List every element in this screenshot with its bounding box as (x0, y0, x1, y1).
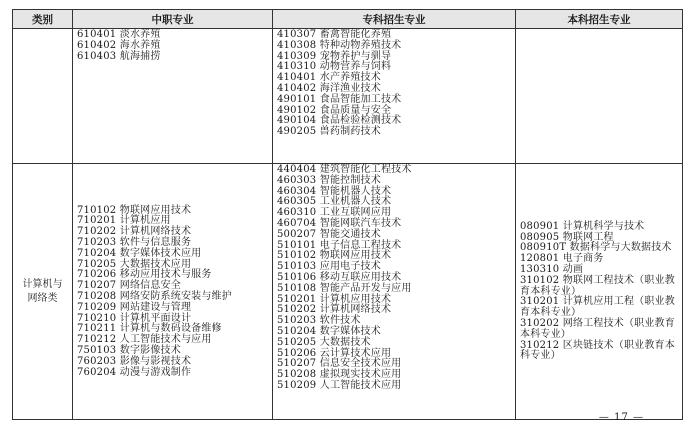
major-entry: 610401 淡水养殖 (77, 29, 161, 40)
major-entry: 410307 畜禽智能化养殖 (277, 29, 392, 40)
major-entry: 710208 网络安防系统安装与维护 (77, 291, 232, 302)
major-entry: 130310 动画 (520, 264, 584, 275)
major-entry: 710206 移动应用技术与服务 (77, 269, 212, 281)
major-entry: 710212 人工智能技术与应用 (77, 334, 212, 346)
major-entry: 080901 计算机科学与技术 (520, 220, 645, 232)
major-entry: 510205 大数据技术 (277, 336, 371, 348)
header-higher-vocational: 专科招生专业 (273, 10, 516, 29)
major-entry: 080910T 数据科学与大数据技术 (520, 242, 672, 254)
major-entry: 710201 计算机应用 (77, 215, 171, 227)
major-entry: 410310 动物营养与饲料 (277, 61, 392, 73)
table-row (13, 164, 683, 420)
major-entry: 490205 兽药制药技术 (277, 126, 381, 138)
major-entry: 710202 计算机网络技术 (77, 226, 192, 238)
major-table (12, 9, 683, 420)
table-header-row (13, 10, 683, 29)
table-row (13, 29, 683, 164)
major-entry: 490102 食品质量与安全 (277, 104, 392, 116)
major-entry: 440404 建筑智能化工程技术 (277, 164, 412, 175)
major-entry: 510203 软件技术 (277, 315, 361, 327)
major-entry: 710205 大数据技术应用 (77, 258, 192, 270)
major-entry: 410308 特种动物养殖技术 (277, 39, 402, 51)
major-entry: 510101 电子信息工程技术 (277, 239, 402, 251)
higher-vocational-cell (273, 164, 516, 420)
major-entry: 460704 智能网联汽车技术 (277, 217, 402, 229)
major-entry: 710210 计算机平面设计 (77, 312, 192, 324)
category-label: 计算机与网络类 (22, 278, 63, 304)
header-category: 类别 (13, 10, 73, 29)
major-entry: 510201 计算机应用技术 (277, 293, 392, 305)
major-entry: 510202 计算机网络技术 (277, 304, 392, 316)
major-entry: 490104 食品检验检测技术 (277, 115, 402, 127)
major-entry: 710207 网络信息安全 (77, 280, 181, 292)
header-undergraduate: 本科招生专业 (516, 10, 683, 29)
major-entry: 310201 计算机应用工程（职业教育本科专业） (520, 296, 675, 319)
vocational-cell (73, 29, 273, 164)
major-entry: 310212 区块链技术（职业教育本科专业） (520, 339, 675, 362)
major-entry: 510106 移动互联应用技术 (277, 271, 402, 283)
major-entry: 710211 计算机与数码设备维修 (77, 323, 222, 335)
major-entry: 460310 工业互联网应用 (277, 207, 392, 219)
undergraduate-cell (516, 164, 683, 420)
major-entry: 760204 动漫与游戏制作 (77, 366, 192, 378)
major-entry: 460303 智能控制技术 (277, 174, 381, 186)
page-number: — 17 — (598, 412, 644, 423)
major-entry: 510103 应用电子技术 (277, 261, 381, 273)
major-entry: 610403 航海捕捞 (77, 50, 161, 62)
major-entry: 510207 信息安全技术应用 (277, 358, 402, 370)
major-entry: 710209 网站建设与管理 (77, 301, 192, 313)
major-entry: 510108 智能产品开发与应用 (277, 282, 412, 294)
major-entry: 710102 物联网应用技术 (77, 204, 192, 216)
category-cell (13, 29, 73, 164)
major-entry: 410401 水产养殖技术 (277, 72, 381, 84)
major-entry: 510204 数字媒体技术 (277, 325, 381, 337)
major-entry: 710204 数字媒体技术应用 (77, 247, 202, 259)
major-entry: 080905 物联网工程 (520, 231, 614, 243)
major-entry: 750103 数字影像技术 (77, 344, 181, 356)
major-entry: 710203 软件与信息服务 (77, 237, 192, 249)
major-entry: 310102 物联网工程技术（职业教育本科专业） (520, 274, 675, 297)
major-entry: 120801 电子商务 (520, 253, 604, 265)
higher-vocational-cell (273, 29, 516, 164)
major-entry: 410402 海洋渔业技术 (277, 82, 381, 94)
undergraduate-cell (516, 29, 683, 164)
major-entry: 490101 食品智能加工技术 (277, 93, 402, 105)
vocational-cell (73, 164, 273, 420)
major-entry: 460305 工业机器人技术 (277, 196, 392, 208)
major-entry: 500207 智能交通技术 (277, 228, 381, 240)
major-entry: 760203 影像与影视技术 (77, 355, 192, 367)
major-entry: 510102 物联网应用技术 (277, 250, 392, 262)
header-vocational: 中职专业 (73, 10, 273, 29)
category-cell (13, 164, 73, 420)
major-entry: 310202 网络工程技术（职业教育本科专业） (520, 317, 675, 340)
major-entry: 460304 智能机器人技术 (277, 185, 392, 197)
major-entry: 610402 海水养殖 (77, 39, 161, 51)
major-entry: 510209 人工智能技术应用 (277, 379, 402, 391)
major-entry: 410309 宠物养护与驯导 (277, 50, 392, 62)
major-entry: 510206 云计算技术应用 (277, 347, 392, 359)
major-entry: 510208 虚拟现实技术应用 (277, 369, 402, 381)
